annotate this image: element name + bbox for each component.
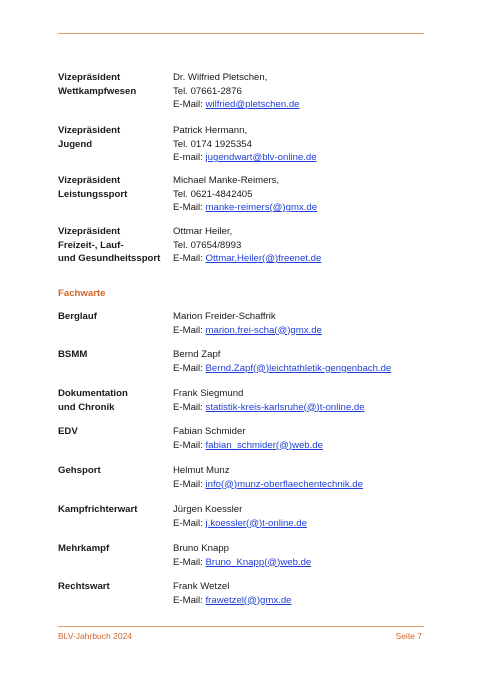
role-line: Vizepräsident — [58, 72, 121, 83]
entry-role — [58, 425, 170, 439]
entry-contact — [173, 310, 433, 337]
email-label: E-Mail: — [173, 556, 206, 568]
contact-name: Bernd Zapf — [173, 349, 221, 360]
entry-contact — [173, 225, 433, 266]
contact-name: Marion Freider-Schaffrik — [173, 311, 276, 322]
contact-name: Patrick Hermann, — [173, 125, 248, 136]
entry-contact — [173, 124, 433, 165]
contact-name: Michael Manke-Reimers, — [173, 175, 280, 186]
role-line: Vizepräsident — [58, 175, 121, 186]
email-label: E-Mail: — [173, 478, 206, 490]
contact-phone: Tel. 07654/8993 — [173, 239, 242, 251]
entry-contact — [173, 71, 433, 112]
role-line: und Chronik — [58, 401, 115, 413]
header-rule — [58, 33, 424, 34]
role-line: EDV — [58, 426, 78, 437]
entry-role — [58, 225, 170, 266]
email-label: E-Mail: — [173, 439, 206, 451]
email-link[interactable]: manke-reimers(@)gmx.de — [205, 202, 318, 213]
email-label: E-Mail: — [173, 99, 206, 110]
entry-contact — [173, 348, 433, 375]
email-link[interactable]: info(@)munz-oberflaechentechnik.de — [205, 478, 363, 490]
footer-rule — [58, 626, 424, 627]
entry-role — [58, 348, 170, 362]
role-line: BSMM — [58, 349, 88, 360]
entry-role — [58, 71, 170, 98]
email-label: E-Mail: — [173, 401, 206, 413]
role-line: und Gesundheitssport — [58, 253, 161, 264]
email-link[interactable]: marion.frei-scha(@)gmx.de — [205, 324, 322, 336]
email-link[interactable]: Bernd.Zapf(@)leichtathletik-gengenbach.de — [205, 362, 392, 374]
contact-name: Helmut Munz — [173, 465, 230, 476]
email-link[interactable]: Bruno_Knapp(@)web.de — [205, 556, 312, 568]
contact-name: Frank Siegmund — [173, 388, 244, 399]
footer-title: BLV-Jahrbuch 2024 — [58, 631, 133, 641]
role-line: Leistungssport — [58, 188, 128, 200]
entry-role — [58, 310, 170, 324]
contact-name: Dr. Wilfried Pletschen, — [173, 72, 268, 83]
email-link[interactable]: fabian_schmider(@)web.de — [205, 439, 323, 451]
role-line: Berglauf — [58, 311, 97, 322]
contact-phone: Tel. 07661-2876 — [173, 85, 242, 97]
page-number: Seite 7 — [395, 631, 422, 641]
email-label: E-mail: — [173, 152, 206, 163]
contact-name: Jürgen Koessler — [173, 504, 243, 515]
email-link[interactable]: j.koessler(@)t-online.de — [205, 517, 307, 529]
role-line: Vizepräsident — [58, 226, 121, 237]
entry-contact — [173, 425, 433, 452]
role-line: Kampfrichterwart — [58, 504, 138, 515]
email-link[interactable]: Ottmar.Heiler(@)freenet.de — [205, 253, 322, 264]
role-line: Vizepräsident — [58, 125, 121, 136]
role-line: Mehrkampf — [58, 543, 110, 554]
entry-contact — [173, 503, 433, 530]
entry-contact — [173, 464, 433, 491]
contact-name: Bruno Knapp — [173, 543, 230, 554]
role-line: Jugend — [58, 138, 93, 150]
role-line: Dokumentation — [58, 388, 128, 399]
contact-phone: Tel. 0621-4842405 — [173, 188, 253, 200]
email-label: E-Mail: — [173, 594, 206, 606]
entry-role — [58, 174, 170, 201]
email-link[interactable]: statistik-kreis-karlsruhe(@)t-online.de — [205, 401, 365, 413]
email-label: E-Mail: — [173, 362, 206, 374]
email-link[interactable]: frawetzel(@)gmx.de — [205, 594, 292, 606]
entry-role — [58, 542, 170, 556]
email-label: E-Mail: — [173, 202, 206, 213]
email-link[interactable]: wilfried@pletschen.de — [205, 99, 300, 110]
entry-role — [58, 387, 170, 414]
role-line: Freizeit-, Lauf- — [58, 239, 124, 251]
contact-phone: Tel. 0174 1925354 — [173, 138, 252, 150]
entry-contact — [173, 580, 433, 607]
contact-name: Ottmar Heiler, — [173, 226, 233, 237]
role-line: Wettkampfwesen — [58, 85, 137, 97]
email-label: E-Mail: — [173, 517, 206, 529]
email-link[interactable]: jugendwart@blv-online.de — [205, 152, 317, 163]
entry-contact — [173, 387, 433, 414]
entry-contact — [173, 174, 433, 215]
entry-role — [58, 464, 170, 478]
entry-role — [58, 124, 170, 151]
email-label: E-Mail: — [173, 324, 206, 336]
section-title-fachwarte: Fachwarte — [58, 288, 106, 299]
entry-role — [58, 503, 170, 517]
role-line: Rechtswart — [58, 581, 110, 592]
contact-name: Frank Wetzel — [173, 581, 230, 592]
contact-name: Fabian Schmider — [173, 426, 246, 437]
entry-contact — [173, 542, 433, 569]
entry-role — [58, 580, 170, 594]
email-label: E-Mail: — [173, 253, 206, 264]
role-line: Gehsport — [58, 465, 101, 476]
